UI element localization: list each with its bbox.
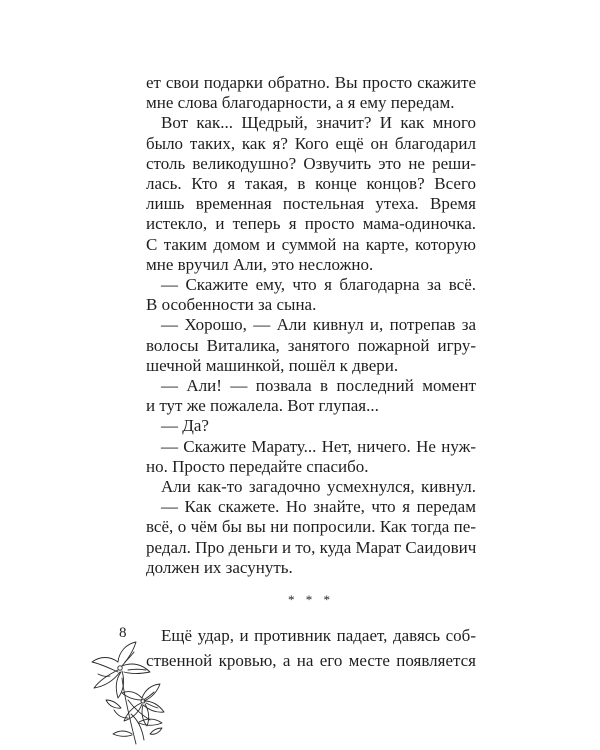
text-line: ственной кровью, а на его месте появляется	[146, 651, 476, 670]
text-line: волосы Виталика, занятого пожарной игру-	[146, 335, 476, 355]
text-line: ет свои подарки обратно. Вы просто скажите	[146, 73, 476, 92]
dialogue-line: — Скажите Марату... Нет, ничего. Не нуж-	[161, 436, 476, 456]
text-line: редал. Про деньги и то, куда Марат Саидович	[146, 537, 477, 557]
text-line: столь великодушно? Озвучить это не реши-	[146, 153, 476, 173]
flower-ornament-icon	[84, 636, 172, 748]
text-line: С таким домом и суммой на карте, которую	[146, 234, 476, 254]
text-line: мне вручил Али, это несложно.	[146, 254, 374, 274]
text-line: шечной машинкой, пошёл к двери.	[146, 355, 399, 375]
text-line: Али как-то загадочно усмехнулся, кивнул.	[161, 477, 476, 496]
text-line: было таких, как я? Кого ещё он благодарил	[146, 133, 476, 153]
section-separator: * * *	[288, 592, 334, 607]
text-line: но. Просто передайте спасибо.	[146, 456, 369, 476]
text-line: лишь временная постельная утеха. Время	[146, 194, 476, 214]
text-line: истекло, и теперь я просто мама-одиночка.	[146, 214, 476, 234]
dialogue-line: — Хорошо, — Али кивнул и, потрепав за	[161, 315, 476, 335]
text-line: лась. Кто я такая, в конце концов? Всего	[146, 174, 476, 193]
text-line: мне слова благодарности, а я ему передам.	[146, 93, 455, 113]
text-line: В особенности за сына.	[146, 295, 317, 315]
dialogue-line: — Да?	[161, 416, 209, 436]
text-line: и тут же пожалела. Вот глупая...	[146, 396, 379, 416]
text-line: должен их засунуть.	[146, 557, 293, 577]
text-line: всё, о чём бы вы ни попросили. Как тогда пе-	[146, 517, 476, 537]
dialogue-line: — Как скажете. Но знайте, что я передам	[161, 497, 476, 517]
page-number: 8	[119, 625, 127, 641]
text-line: Ещё удар, и противник падает, давясь соб-	[161, 626, 476, 645]
text-line: Вот как... Щедрый, значит? И как много	[161, 113, 476, 133]
dialogue-line: — Скажите ему, что я благодарна за всё.	[161, 275, 476, 294]
dialogue-line: — Али! — позвала в последний момент	[161, 376, 476, 395]
